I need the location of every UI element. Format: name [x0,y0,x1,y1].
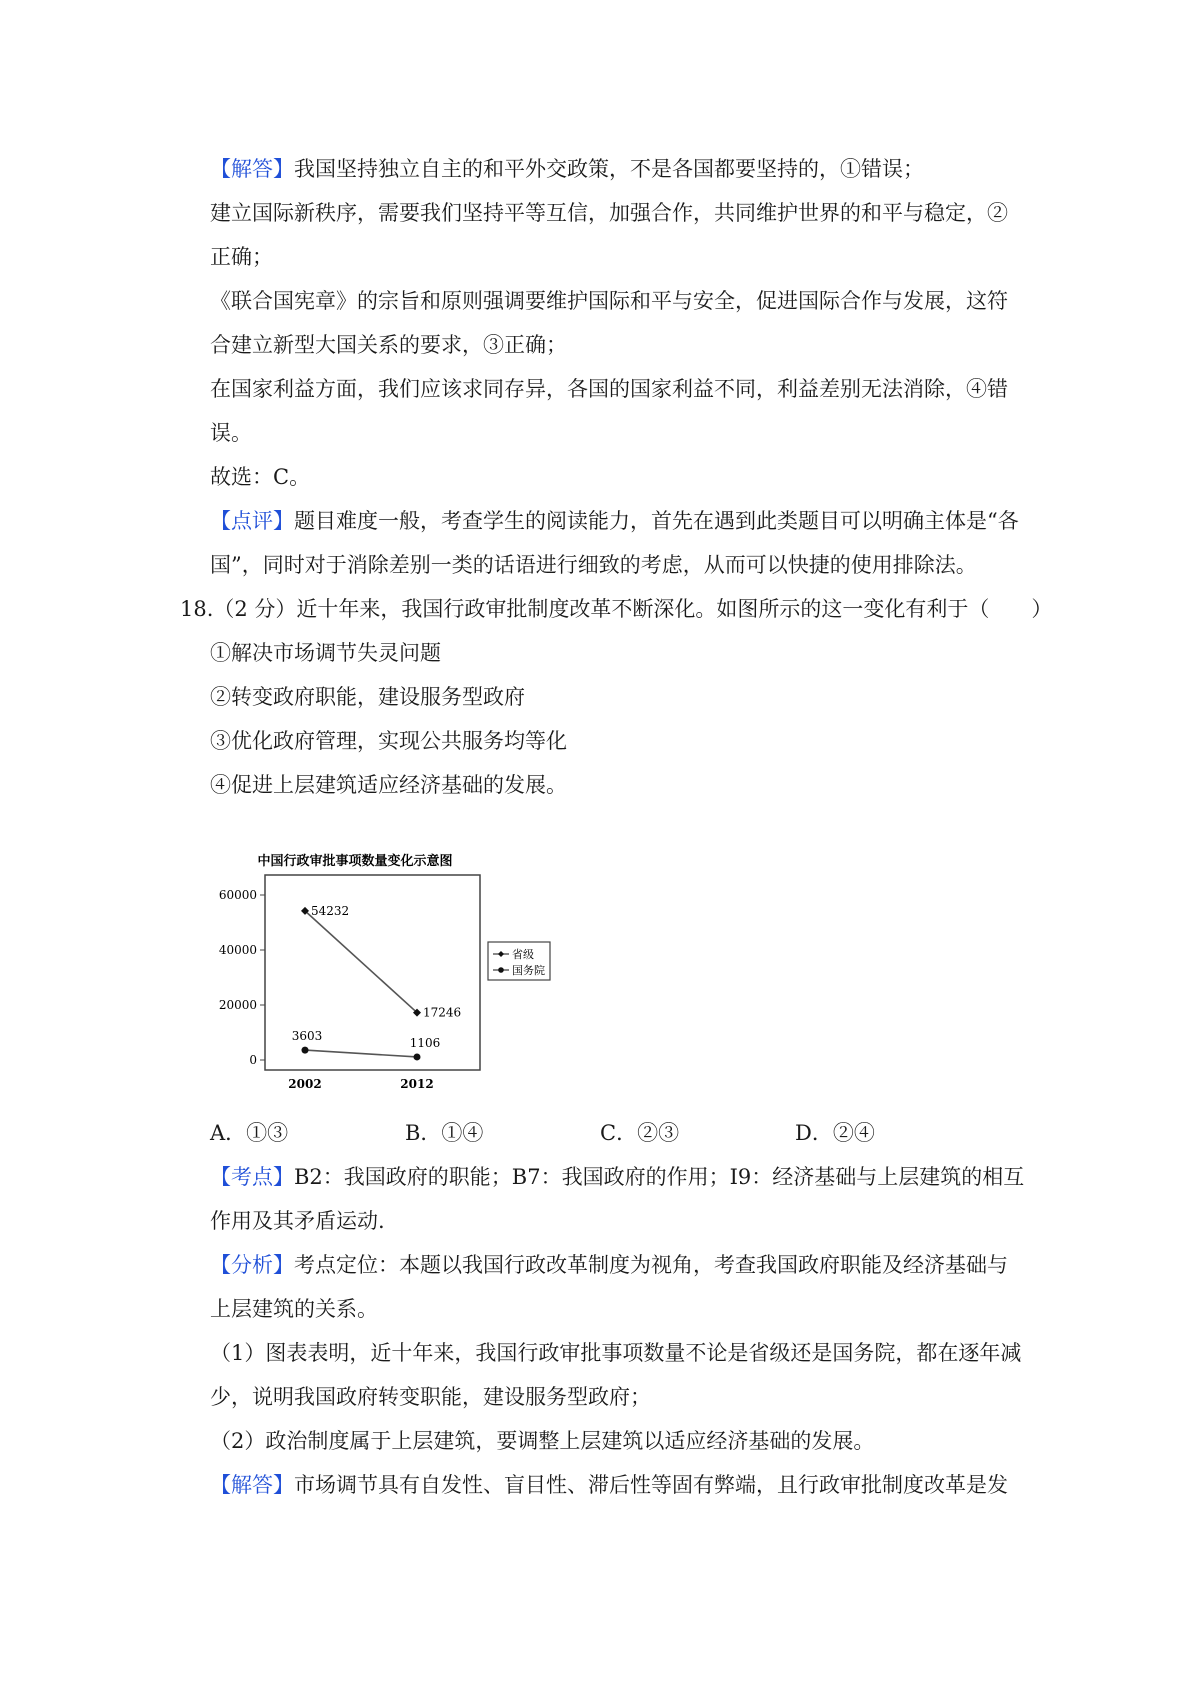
option-d: D．②④ [795,1121,875,1145]
question-stem: 18.（2 分）近十年来，我国行政审批制度改革不断深化。如图所示的这一变化有利于（ ） [180,597,1053,621]
kaodian-tag: 【考点】 [210,1165,294,1189]
series-group [292,904,461,1061]
comment-line-1: 【点评】题目难度一般，考查学生的阅读能力，首先在遇到此类题目可以明确主体是“各 [210,509,1019,533]
answer-line-1: 【解答】我国坚持独立自主的和平外交政策，不是各国都要坚持的，①错误； [210,157,924,181]
data-point [414,1053,421,1060]
x-tick-label: 2002 [288,1077,322,1091]
analysis-line-3: （1）图表表明，近十年来，我国行政审批事项数量不论是省级还是国务院，都在逐年减 [210,1341,1022,1365]
chart-title: 中国行政审批事项数量变化示意图 [257,854,453,869]
data-label: 1106 [409,1035,441,1050]
option-b: B．①④ [405,1121,484,1145]
analysis-line-2: 上层建筑的关系。 [210,1297,378,1321]
analysis-line-1: 【分析】考点定位：本题以我国行政改革制度为视角，考查我国政府职能及经济基础与 [210,1253,1008,1277]
x-tick-label: 2012 [400,1077,434,1091]
comment-line-2: 国”，同时对于消除差别一类的话语进行细致的考虑，从而可以快捷的使用排除法。 [210,553,977,577]
statement-3: ③优化政府管理，实现公共服务均等化 [210,729,567,753]
answer-line-6: 在国家利益方面，我们应该求同存异，各国的国家利益不同，利益差别无法消除，④错 [210,377,1008,401]
y-tick-label: 20000 [218,998,257,1012]
legend-label: 国务院 [512,964,545,977]
data-label: 3603 [291,1029,323,1044]
kaodian-line-2: 作用及其矛盾运动. [210,1209,385,1233]
data-point [302,1047,309,1054]
line-chart [205,850,605,1110]
y-tick-label: 0 [249,1053,257,1067]
answer-line-3: 正确； [210,245,273,269]
analysis-line-4: 少，说明我国政府转变职能，建设服务型政府； [210,1385,651,1409]
answer-line-4: 《联合国宪章》的宗旨和原则强调要维护国际和平与安全，促进国际合作与发展，这符 [210,289,1008,313]
answer-line-5: 合建立新型大国关系的要求，③正确； [210,333,567,357]
analysis-tag: 【分析】 [210,1253,294,1277]
answer-tag: 【解答】 [210,157,294,181]
option-a: A．①③ [210,1121,289,1145]
answer-line-7: 误。 [210,421,252,445]
analysis-line-5: （2）政治制度属于上层建筑，要调整上层建筑以适应经济基础的发展。 [210,1429,875,1453]
comment-tag: 【点评】 [210,509,294,533]
legend [488,942,550,980]
kaodian-line-1: 【考点】B2：我国政府的职能；B7：我国政府的作用；I9：经济基础与上层建筑的相互 [210,1165,1025,1189]
statement-1: ①解决市场调节失灵问题 [210,641,441,665]
legend-label: 省级 [512,948,534,961]
series-line-0 [305,911,417,1013]
data-label: 54232 [311,903,350,918]
answer-choice: 故选：C。 [210,465,311,489]
answer2-line-1: 【解答】市场调节具有自发性、盲目性、滞后性等固有弊端，且行政审批制度改革是发 [210,1473,1008,1497]
x-axis-ticks [288,1077,433,1091]
legend-marker [498,967,504,973]
answer2-tag: 【解答】 [210,1473,294,1497]
answer-line-2: 建立国际新秩序，需要我们坚持平等互信，加强合作，共同维护世界的和平与稳定，② [210,201,1008,225]
statement-2: ②转变政府职能，建设服务型政府 [210,685,525,709]
y-tick-label: 60000 [218,888,257,902]
statement-4: ④促进上层建筑适应经济基础的发展。 [210,773,567,797]
option-c: C．②③ [600,1121,680,1145]
series-line-1 [305,1050,417,1057]
y-axis-ticks [219,888,265,1067]
data-label: 17246 [423,1005,462,1020]
y-tick-label: 40000 [218,943,257,957]
